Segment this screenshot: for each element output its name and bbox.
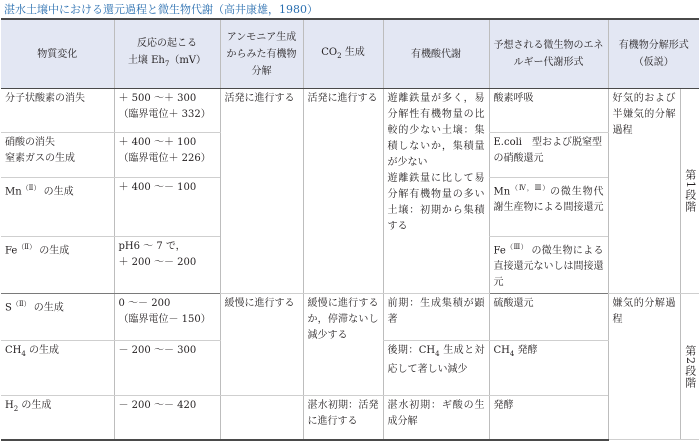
cell-substance: $S^{(Ⅱ)}$ の生成 bbox=[1, 294, 114, 341]
cell-ammonia-stage2: 緩慢に進行する bbox=[220, 294, 303, 396]
cell-co2: 湛水初期：活発に進行する bbox=[303, 396, 383, 440]
cell-metabolism: E.coli 型および脱窒型の硝酸還元 bbox=[489, 133, 608, 178]
header-row bbox=[1, 19, 699, 89]
stage-1-label: 第1段階 bbox=[680, 89, 699, 294]
header-co2-production: $CO_2$ 生成 bbox=[303, 19, 383, 89]
table-row bbox=[1, 294, 699, 341]
table-row bbox=[1, 396, 699, 440]
cell-form-stage1: 好気的および半嫌気的分解過程 bbox=[608, 89, 680, 294]
caption-citation: （高井康雄，1980） bbox=[213, 3, 318, 16]
cell-organic: 後期：$CH_4$ 生成と対応して著しい減少 bbox=[383, 341, 489, 396]
cell-substance: 分子状酸素の消失 bbox=[1, 89, 114, 133]
cell-eh: 0 ～－ 200 （臨界電位－ 150） bbox=[114, 294, 220, 341]
cell-metabolism: 発酵 bbox=[489, 396, 608, 440]
header-decomposition-form: 有機物分解形式（仮説） bbox=[608, 19, 699, 89]
cell-organic: 前期：生成集積が顕著 bbox=[383, 294, 489, 341]
cell-eh: － 200 ～－ 420 bbox=[114, 396, 220, 440]
cell-eh: ＋ 400 ～＋ 100 （臨界電位＋ 226） bbox=[114, 133, 220, 178]
cell-ammonia-stage1: 活発に進行する bbox=[220, 89, 303, 294]
cell-substance: 硝酸の消失 窒素ガスの生成 bbox=[1, 133, 114, 178]
cell-eh: ＋ 500 ～＋ 300 （臨界電位＋ 332） bbox=[114, 89, 220, 133]
caption-main: 湛水土壌中における還元過程と微生物代謝 bbox=[4, 3, 213, 16]
cell-ammonia-empty bbox=[220, 396, 303, 440]
header-organic-acid: 有機酸代謝 bbox=[383, 19, 489, 89]
cell-metabolism: $Mn^{(Ⅳ,Ⅲ)}$の微生物代謝生産物による間接還元 bbox=[489, 178, 608, 237]
header-soil-eh: 反応の起こる 土壌 $Eh_7(mV)$ bbox=[114, 19, 220, 89]
cell-form-stage2: 嫌気的分解過程 bbox=[608, 294, 680, 440]
cell-substance: $CH_4$ の生成 bbox=[1, 341, 114, 396]
cell-organic-stage1: 遊離鉄量が多く，易分解性有機物量の比較的少ない土壌：集積しないか，集積量が少ない 遊離鉄量に比して易分解有機物量の多い土壌：初期から集積する bbox=[383, 89, 489, 294]
cell-metabolism: 酸素呼吸 bbox=[489, 89, 608, 133]
cell-co2-stage1: 活発に進行する bbox=[303, 89, 383, 294]
header-energy-metabolism: 予想される微生物のエネルギー代謝形式 bbox=[489, 19, 608, 89]
cell-substance: $H_2$ の生成 bbox=[1, 396, 114, 440]
cell-substance: $Fe^{(Ⅱ)}$ の生成 bbox=[1, 237, 114, 294]
cell-substance: $Mn^{(Ⅱ)}$ の生成 bbox=[1, 178, 114, 237]
table-caption bbox=[4, 1, 318, 18]
cell-eh: pH6 ～ 7 で， ＋ 200 ～－ 200 bbox=[114, 237, 220, 294]
stage-2-label: 第2段階 bbox=[680, 294, 699, 440]
cell-metabolism: $CH_4$ 発酵 bbox=[489, 341, 608, 396]
cell-metabolism: $Fe^{(Ⅲ)}$ の微生物による直接還元ないしは間接還元 bbox=[489, 237, 608, 294]
header-substance-change: 物質変化 bbox=[1, 19, 114, 89]
cell-organic: 湛水初期：ギ酸の生成分解 bbox=[383, 396, 489, 440]
cell-eh: － 200 ～－ 300 bbox=[114, 341, 220, 396]
table-row bbox=[1, 89, 699, 133]
cell-eh: ＋ 400 ～－ 100 bbox=[114, 178, 220, 237]
header-ammonia-decomposition: アンモニア生成からみた有機物分解 bbox=[220, 19, 303, 89]
reduction-process-table bbox=[1, 18, 699, 441]
cell-co2-stage2: 緩慢に進行するか，停滞ないし減少する bbox=[303, 294, 383, 396]
cell-metabolism: 硫酸還元 bbox=[489, 294, 608, 341]
